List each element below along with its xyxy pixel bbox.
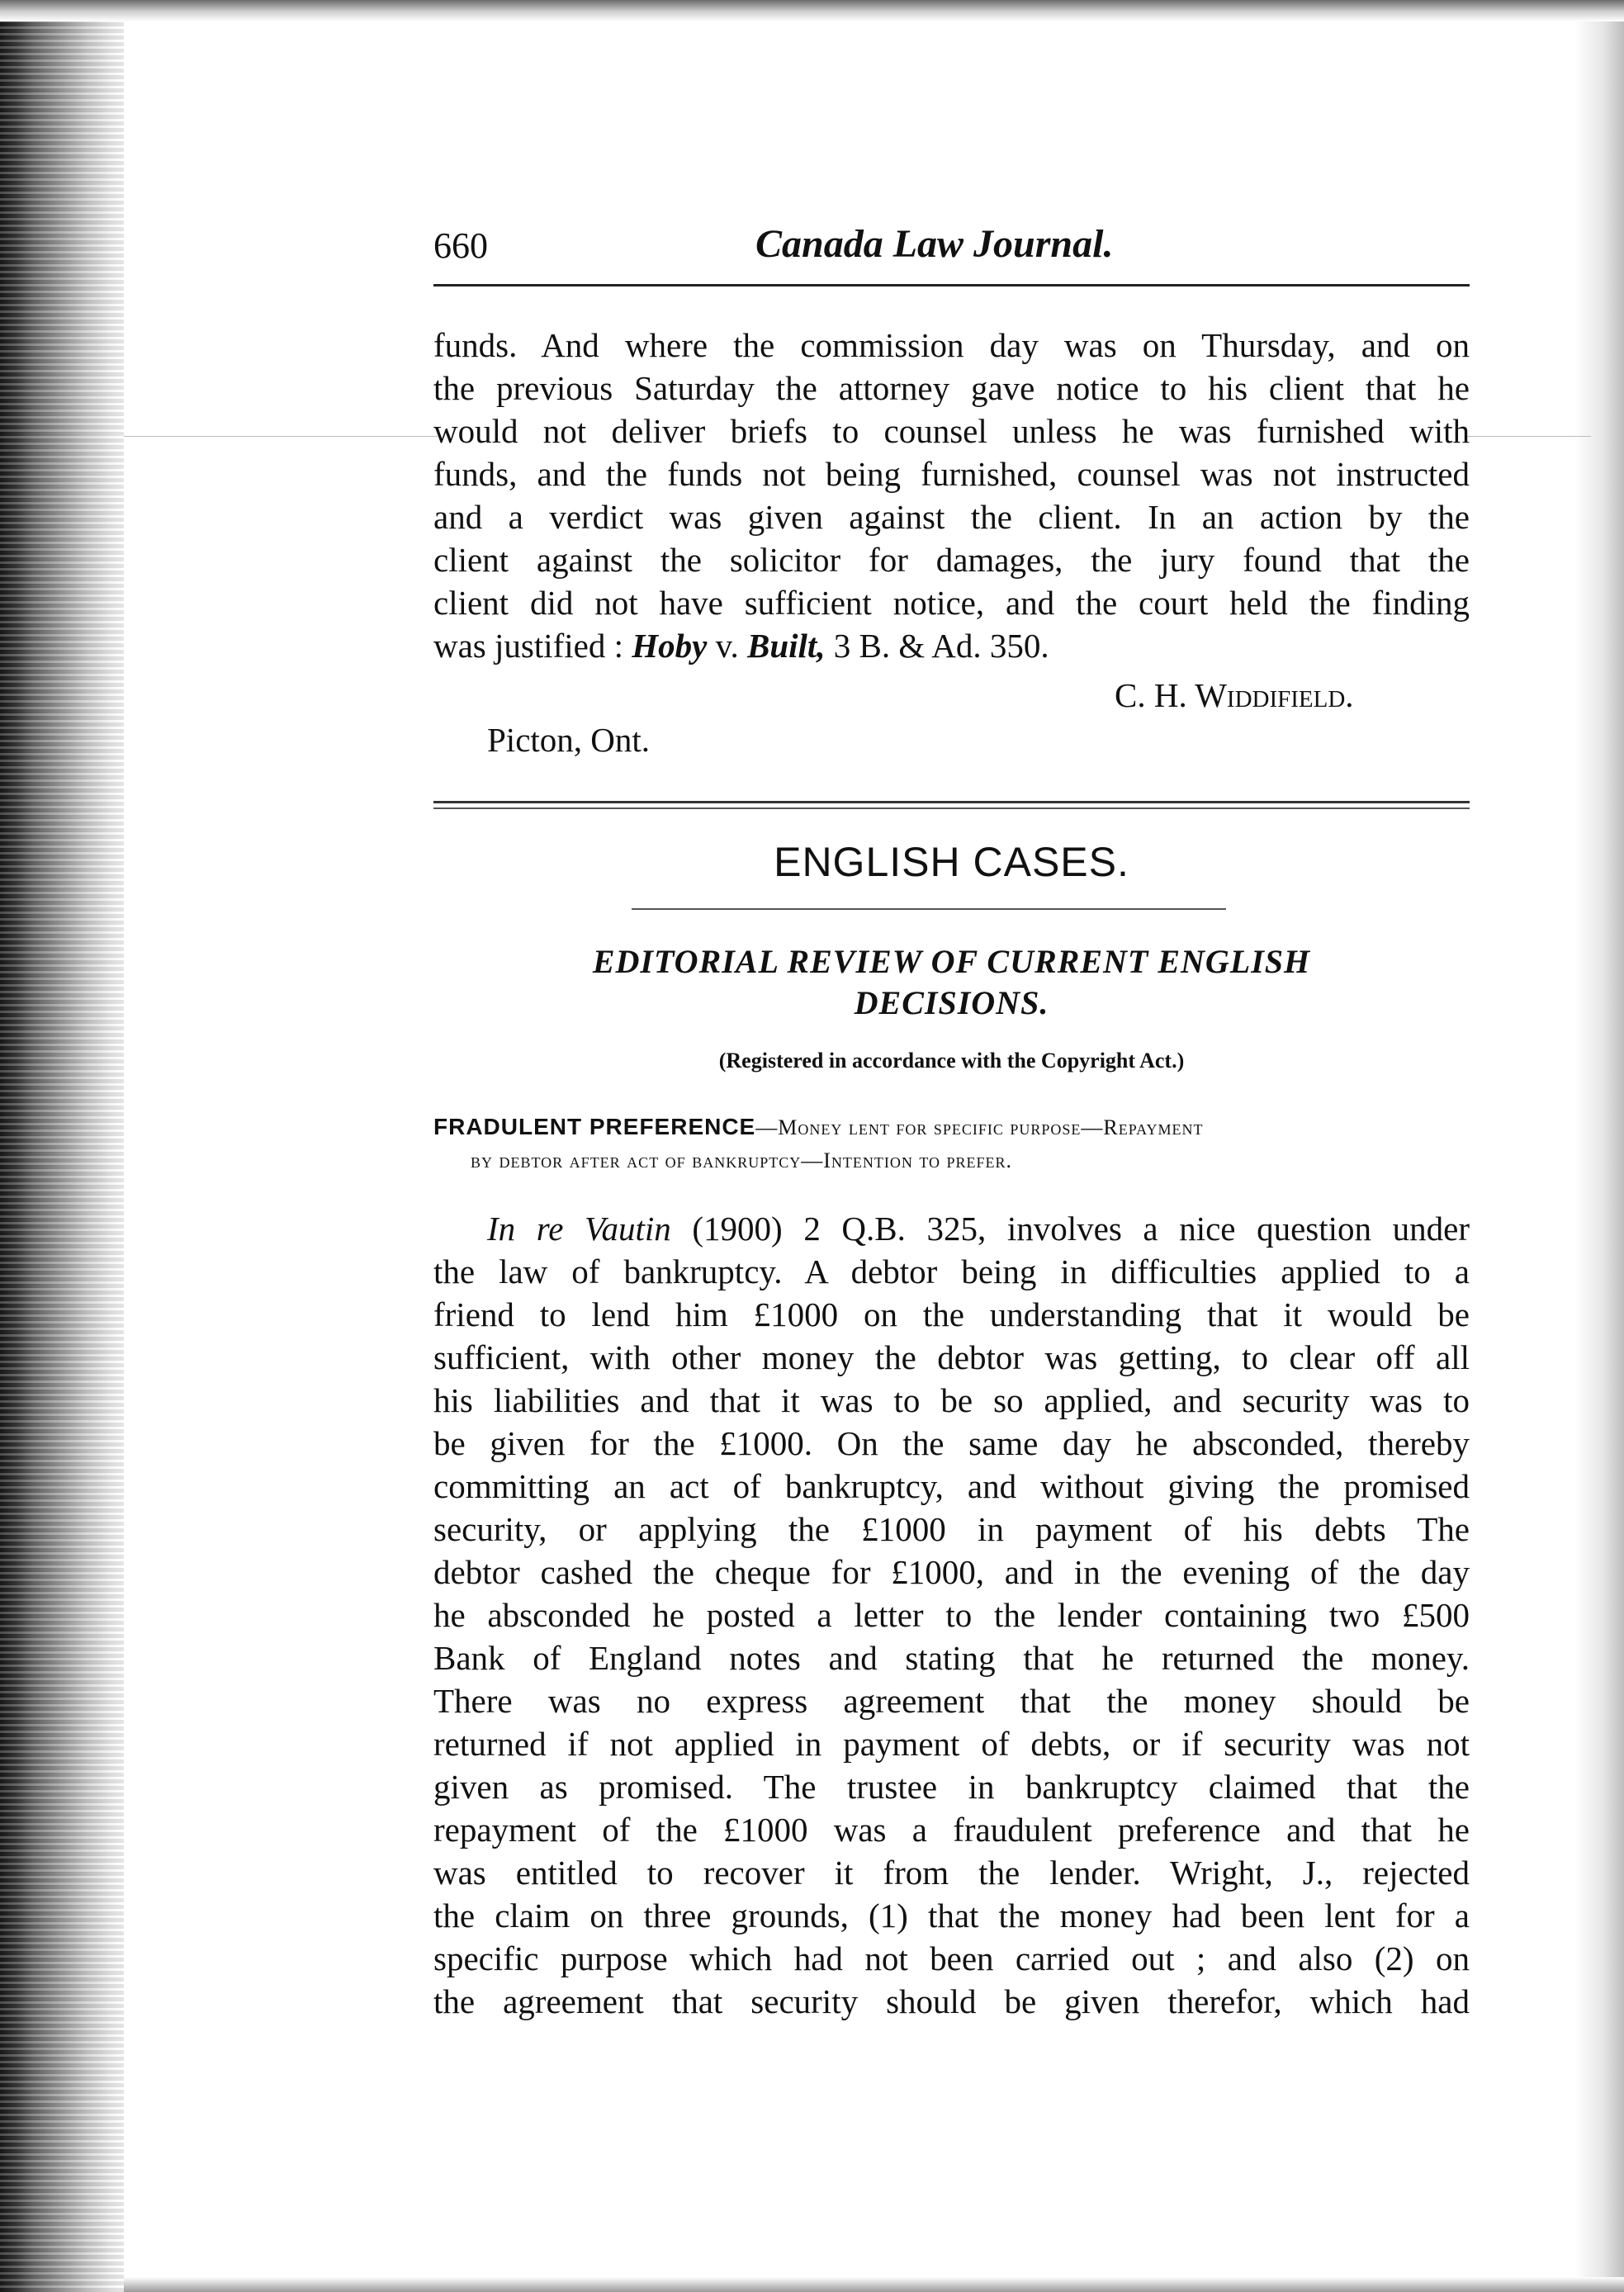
text-line: be given for the £1000. On the same day he absconded, thereby: [433, 1424, 1470, 1462]
text-fragment: (1900) 2 Q.B. 325, involves a nice question under: [670, 1210, 1470, 1248]
section-rule: [433, 807, 1470, 809]
text-line: he absconded he posted a letter to the lender containing two £500: [433, 1596, 1470, 1634]
text-line: There was no express agreement that the money should be: [433, 1682, 1470, 1720]
section-rule: [433, 801, 1470, 803]
copyright-note: (Registered in accordance with the Copyright Act.): [718, 1049, 1185, 1073]
text-line: and a verdict was given against the client. In an action by the: [433, 498, 1470, 536]
text-line: security, or applying the £1000 in payment of his debts The: [433, 1510, 1470, 1548]
bottom-edge-shadow: [124, 2277, 1624, 2292]
rubric-lead: —Money lent for specific purpose—Repayment: [755, 1115, 1204, 1139]
citation: 3 B. & Ad. 350.: [825, 627, 1049, 665]
book-binding-shadow: [0, 0, 124, 2292]
text-fragment: v.: [707, 627, 747, 665]
text-line: given as promised. The trustee in bankruptcy claimed that the: [433, 1768, 1470, 1806]
heading-line: DECISIONS.: [854, 984, 1049, 1021]
case-rubric: [433, 1110, 1470, 1177]
text-line: the agreement that security should be given therefor, which had: [433, 1982, 1470, 2020]
text-line-citation: [433, 624, 1470, 667]
case-name: Built,: [746, 627, 826, 665]
text-line: funds, and the funds not being furnished, counsel was not instructed: [433, 455, 1470, 493]
text-fragment: was justified :: [433, 627, 632, 665]
text-line: specific purpose which had not been carried out ; and also (2) on: [433, 1939, 1470, 1977]
text-line: the claim on three grounds, (1) that the money had been lent for a: [433, 1897, 1470, 1934]
running-head: [433, 216, 1470, 282]
text-line: client did not have sufficient notice, and the court held the finding: [433, 584, 1470, 622]
text-line: client against the solicitor for damages, the jury found that the: [433, 541, 1470, 579]
section-title: ENGLISH CASES.: [774, 839, 1129, 885]
text-line: returned if not applied in payment of debts, or if security was not: [433, 1725, 1470, 1763]
right-edge-shadow: [1574, 0, 1624, 2292]
text-line: was entitled to recover it from the lender. Wright, J., rejected: [433, 1854, 1470, 1892]
case-paragraph: [433, 1207, 1470, 2023]
editorial-heading: [433, 941, 1470, 1024]
top-edge-shadow: [0, 0, 1624, 21]
text-line: would not deliver briefs to counsel unless he was furnished with: [433, 412, 1470, 450]
author-signature: C. H. Widdifield.: [1115, 676, 1354, 714]
text-line: the previous Saturday the attorney gave notice to his client that he: [433, 369, 1470, 407]
scan-artifact-line: [1467, 436, 1591, 437]
text-line: Bank of England notes and stating that he returned the money.: [433, 1639, 1470, 1677]
rubric-caption: FRADULENT PREFERENCE: [433, 1114, 756, 1139]
text-line: debtor cashed the cheque for £1000, and in the evening of the day: [433, 1553, 1470, 1591]
header-rule: [433, 284, 1470, 286]
text-line: friend to lend him £1000 on the understanding that it would be: [433, 1295, 1470, 1333]
text-line: funds. And where the commission day was on Thursday, and on: [433, 326, 1470, 364]
case-name: Hoby: [632, 627, 708, 665]
scan-artifact-line: [124, 436, 438, 437]
journal-title: Canada Law Journal.: [755, 222, 1114, 266]
text-line: his liabilities and that it was to be so applied, and security was to: [433, 1381, 1470, 1419]
text-line: repayment of the £1000 was a fraudulent preference and that he: [433, 1811, 1470, 1849]
text-line-first: [433, 1207, 1470, 1250]
paragraph-continuation: [433, 324, 1470, 667]
text-line: the law of bankruptcy. A debtor being in difficulties applied to a: [433, 1253, 1470, 1290]
text-line: committing an act of bankruptcy, and without giving the promised: [433, 1467, 1470, 1505]
heading-line: EDITORIAL REVIEW OF CURRENT ENGLISH: [592, 943, 1311, 980]
rubric-second-line: by debtor after act of bankruptcy—Intention to prefer.: [471, 1148, 1013, 1172]
text-line: sufficient, with other money the debtor was getting, to clear off all: [433, 1338, 1470, 1376]
author-place: Picton, Ont.: [487, 721, 651, 759]
title-underline: [632, 908, 1226, 910]
page-number: 660: [433, 225, 488, 266]
case-name: In re Vautin: [487, 1210, 671, 1248]
